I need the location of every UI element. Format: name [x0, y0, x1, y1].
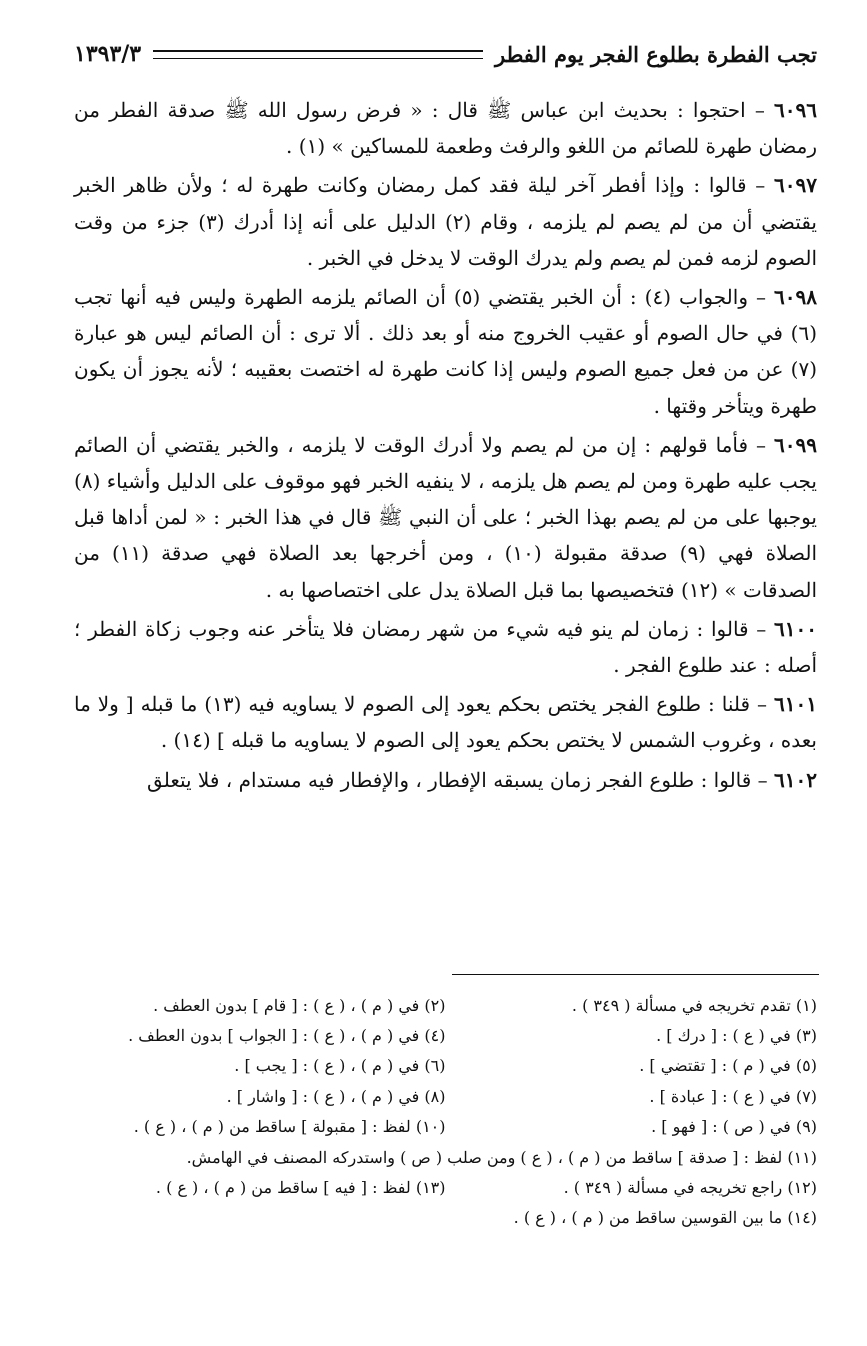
paragraph-number: ٦٠٩٨: [774, 285, 817, 310]
paragraph-text: – قالوا : طلوع الفجر زمان يسبقه الإفطار ، والإفطار فيه مستدام ، فلا يتعلق: [147, 767, 768, 792]
footnote-row: [74, 1020, 817, 1050]
paragraph-number: ٦١٠٠: [774, 616, 817, 641]
footnote-separator: [452, 974, 819, 975]
footnote: (١٤) ما بين القوسين ساقط من ( م ) ، ( ع ) .: [513, 1208, 817, 1228]
footnote: (٥) في ( م ) : [ تقتضي ] .: [639, 1056, 817, 1076]
footnote-row: [74, 1051, 817, 1081]
footnote-row: [74, 1112, 817, 1142]
footnote: (١٢) راجع تخريجه في مسألة ( ٣٤٩ ) .: [563, 1178, 817, 1198]
paragraph-text: – فأما قولهم : إن من لم يصم ولا أدرك الوقت لا يلزمه ، والخبر يقتضي أن الصائم يجب عليه طهرة ومن لم يصم هل يلزمه ، لا ينفيه الخبر فهو موقوف على الدليل وأشياء (٨) يوجبها على من لم يصم بهذا الخبر ؛ على أن النبي ﷺ قال في هذا الخبر : « لمن أداها قبل الصلاة فهي (٩) صدقة مقبولة (١٠) ، ومن أخرجها بعد الصلاة فهي صدقة (١١) من الصدقات » (١٢) فتخصيصها بما قبل الصلاة يدل على اختصاصها به .: [74, 432, 817, 602]
footnote: (٤) في ( م ) ، ( ع ) : [ الجواب ] بدون العطف .: [128, 1026, 446, 1046]
footnote-row: [74, 1081, 817, 1111]
page-number: ١٣٩٣/٣: [74, 41, 142, 67]
footnote: (٨) في ( م ) ، ( ع ) : [ واشار ] .: [226, 1086, 446, 1106]
footnote: (٦) في ( م ) ، ( ع ) : [ يجب ] .: [234, 1056, 446, 1076]
header-title: تجب الفطرة بطلوع الفجر يوم الفطر: [494, 41, 817, 67]
paragraph-number: ٦١٠١: [774, 692, 817, 717]
footnote: (١٠) لفظ : [ مقبولة ] ساقط من ( م ) ، ( ع ) .: [133, 1117, 446, 1137]
paragraph-text: – قالوا : زمان لم ينو فيه شيء من شهر رمضان فلا يتأخر عنه وجوب زكاة الفطر ؛ أصله : عند طلوع الفجر .: [74, 616, 817, 678]
footnote: (١) تقدم تخريجه في مسألة ( ٣٤٩ ) .: [571, 995, 817, 1015]
paragraph-number: ٦٠٩٩: [774, 432, 817, 457]
footnote: (٩) في ( ص ) : [ فهو ] .: [651, 1117, 817, 1137]
footnote-row: [74, 1172, 817, 1202]
footnote-row: [74, 1203, 817, 1233]
paragraph-text: – والجواب (٤) : أن الخبر يقتضي (٥) أن الصائم يلزمه الطهرة وليس فيه أنها تجب (٦) في حال الصوم أو عقيب الخروج منه أو بعد ذلك . ألا ترى : أن الصائم ليس هو عبارة (٧) عن من فعل جميع الصوم وليس إذا كانت طهرة له اختصت بعقيبه ؛ لأنه يجوز أن يكون طهرة ويتأخر وقتها .: [74, 285, 817, 418]
footnotes: [74, 990, 817, 1233]
paragraph-text: – احتجوا : بحديث ابن عباس ﷺ قال : « فرض رسول الله ﷺ صدقة الفطر من رمضان طهرة للصائم من اللغو والرفث وطعمة للمساكين » (١) .: [74, 98, 817, 159]
footnote: (٢) في ( م ) ، ( ع ) : [ قام ] بدون العطف .: [153, 995, 446, 1015]
paragraph-6096: [74, 92, 817, 164]
footnote-row: [74, 990, 817, 1020]
running-header: [74, 38, 817, 70]
paragraph-6102: [74, 762, 817, 798]
paragraph-6100: [74, 611, 817, 683]
paragraph-6097: [74, 167, 817, 276]
footnote: (١١) لفظ : [ صدقة ] ساقط من ( م ) ، ( ع ) ومن صلب ( ص ) واستدركه المصنف في الهامش.: [186, 1147, 817, 1167]
footnote: (٣) في ( ع ) : [ درك ] .: [656, 1026, 817, 1046]
footnote: (٧) في ( ع ) : [ عبادة ] .: [649, 1086, 817, 1106]
paragraph-text: – قالوا : وإذا أفطر آخر ليلة فقد كمل رمضان وكانت طهرة له ؛ ولأن ظاهر الخبر يقتضي أن من لم يصم لم يلزمه ، وقام (٢) الدليل على أنه إذا أدرك (٣) جزء من وقت الصوم لزمه فمن لم يصم ولم يدرك الوقت لا يدخل في الخبر .: [74, 173, 817, 270]
paragraph-6099: [74, 427, 817, 608]
paragraph-6101: [74, 686, 817, 758]
paragraph-number: ٦٠٩٦: [774, 98, 818, 122]
footnote-row: [74, 1142, 817, 1172]
paragraph-number: ٦٠٩٧: [774, 173, 817, 198]
header-rule: [153, 50, 483, 59]
main-text: [74, 92, 817, 801]
paragraph-number: ٦١٠٢: [774, 767, 817, 792]
paragraph-text: – قلنا : طلوع الفجر يختص بحكم يعود إلى الصوم لا يساويه فيه (١٣) ما قبله [ ولا ما بعده ، وغروب الشمس لا يختص بحكم يعود إلى الصوم لا يساويه ما قبله ] (١٤) .: [74, 692, 817, 753]
paragraph-6098: [74, 279, 817, 424]
footnote: (١٣) لفظ : [ فيه ] ساقط من ( م ) ، ( ع ) .: [155, 1178, 446, 1198]
